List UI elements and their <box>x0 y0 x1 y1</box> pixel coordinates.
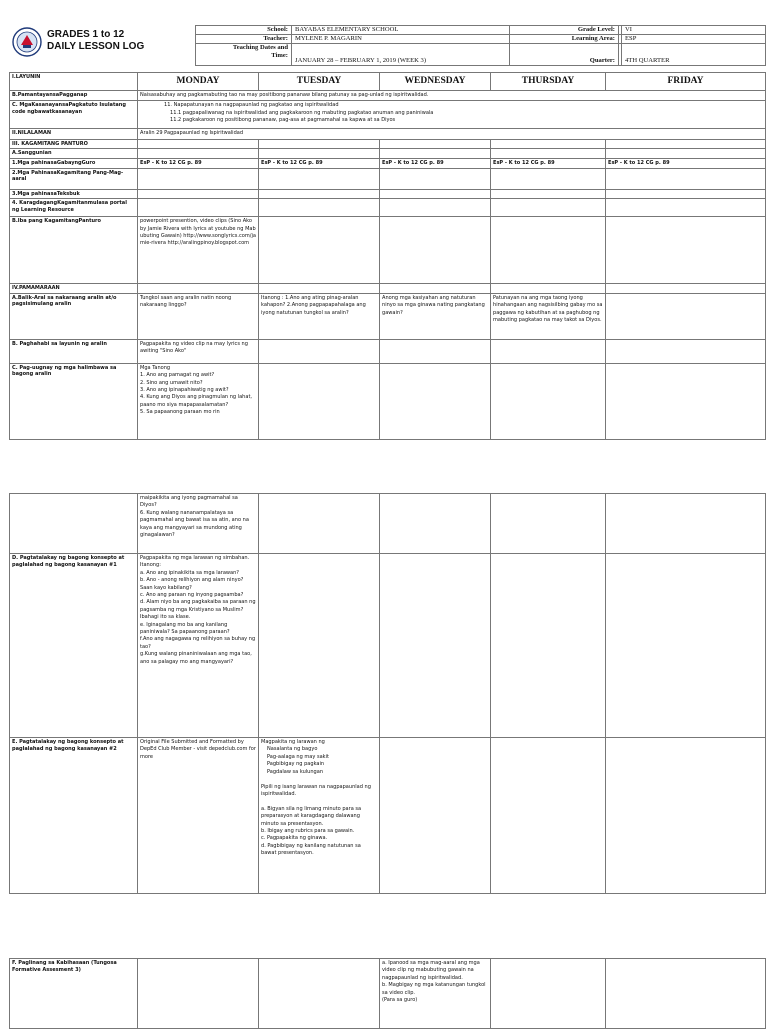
pagtatalakay-2-line: b. Ibigay ang rubrics para sa gawain. <box>261 828 355 835</box>
day-wednesday: WEDNESDAY <box>380 73 491 91</box>
balik-aral-monday: Tungkol saan ang aralin natin noong nakaraang linggo? <box>138 293 259 339</box>
pag-uugnay-label: C. Pag-uugnay ng mga halimbawa sa bagong aralin <box>10 363 138 439</box>
pag-uugnay-line: 1. Ano ang pamagat ng awit? <box>140 372 215 379</box>
title-grades: GRADES 1 to 12 <box>47 29 125 40</box>
pagtatalakay-2-label: E. Pagtatalakay ng bagong konsepto at paglalahad ng bagong kasanayan #2 <box>10 738 138 894</box>
quarter-value: 4TH QUARTER <box>622 44 766 66</box>
paglinang-label: F. Paglinang sa Kabihasaan (Tungosa Formative Assesment 3) <box>10 959 138 1029</box>
teacher-value: MYLENE P. MAGARIN <box>292 35 510 44</box>
paglinang-line: (Para sa guro) <box>382 997 418 1004</box>
pagtatalakay-1-line: Pagpapakita ng mga larawan ng simbahan. <box>140 555 250 561</box>
pagtatalakay-2-line: d. Pagbibigay ng kanilang natutunan sa bawat presentasyon. <box>261 842 361 857</box>
balik-aral-thursday: Patunayan na ang mga taong iyong hinahangaan ang nagsisilbing gabay mo sa paggawa ng kabutihan at sa paghubog ng mabuting pagkatao na may takot sa Diyos. <box>491 293 606 339</box>
pagtatalakay-2-line: Pagdalaw sa kulungan <box>267 768 324 775</box>
day-friday: FRIDAY <box>606 73 766 91</box>
pagtatalakay-2-line: Pipili ng isang larawan na nagpapaunlad ng ispiritwalidad. <box>261 784 371 798</box>
pag-uugnay-line: Mga Tanong <box>140 364 171 371</box>
header-info-table <box>195 25 766 66</box>
pag-uugnay-line: 2. Sino ang umawit nito? <box>140 379 203 386</box>
iba-pang-kagamitan-label: B.Iba pang KagamitangPanturo <box>10 217 138 284</box>
competency-11-2: 11.2 pagkakaroon ng positibong pananaw, pag-asa at pagmamahal sa kapwa at sa Diyos <box>170 117 396 124</box>
pagtatalakay-2-monday: Original File Submitted and Formatted by DepEd Club Member - visit depedclub.com for more <box>138 738 259 894</box>
pag-uugnay-line: 3. Ano ang ipinapahiwatig ng awit? <box>140 387 229 393</box>
gabay-monday: EsP - K to 12 CG p. 89 <box>138 159 259 169</box>
pag-uugnay-line: 4. Kung ang Diyos ang pinagmulan ng lahat, paano mo siya mapapasalamatan? <box>140 394 253 408</box>
day-thursday: THURSDAY <box>491 73 606 91</box>
gabay-friday: EsP - K to 12 CG p. 89 <box>606 159 766 169</box>
grade-value: VI <box>622 26 766 35</box>
iba-pang-kagamitan-monday: powerpoint presention, video clips (Sino Ako by Jamie Rivera with lyrics at youtube ng Mabubuting Gawain) http://www.songlyrics.com/jamie-rivera http://aralingpinoy.blogspot.com <box>138 217 259 284</box>
area-value: ESP <box>622 35 766 44</box>
pagtatalakay-1-line: e. Iginagalang mo ba ang kanilang paniniwala? Sa papaanong paraan? <box>140 621 230 636</box>
dates-label: Teaching Dates and <box>232 44 288 51</box>
pagtatalakay-2-line: Nasalanta ng bagyo <box>267 746 318 753</box>
pamamaraan-label: IV.PAMAMARAAN <box>10 284 138 294</box>
pamantayan-value: Naisasabuhay ang pagkamabuting tao na may positibong pananaw bilang patunay sa pag-unlad ng ispiritwalidad. <box>138 91 766 101</box>
deped-seal-icon <box>12 27 42 57</box>
learning-resource-label: 4. KaragdagangKagamitanmulasa portal ng Learning Resource <box>10 199 138 217</box>
time-label: Time: <box>271 51 288 59</box>
pagtatalakay-2-line: a. Bigyan sila ng limang minuto para sa preparasyon at karagdagang dalawang minuto sa presentasyon. <box>261 805 362 827</box>
pag-uugnay-continued: 6. Kung walang nananampalataya sa pagmamahal ang bawat isa sa atin, ano na kaya ang mangyayari sa mundong ating ginagalawan? <box>140 509 249 539</box>
pag-uugnay-line: 5. Sa papaanong paraan mo rin <box>140 409 220 416</box>
pagtatalakay-1-line: g.Kung walang pinaniniwalaan ang mga tao, ano sa palagay mo ang mangyayari? <box>140 651 252 665</box>
competency-11: 11. Napapatunayan na nagpapaunlad ng pagkatao ang ispiritwalidad <box>164 102 339 109</box>
gabay-wednesday: EsP - K to 12 CG p. 89 <box>380 159 491 169</box>
day-monday: MONDAY <box>138 73 259 91</box>
pagtatalakay-2-line: c. Pagpapakita ng ginawa. <box>261 835 328 842</box>
pagtatalakay-2-line: Pag-aalaga ng may sakit <box>267 753 329 760</box>
gabay-label: 1.Mga pahinasaGabayngGuro <box>10 159 138 169</box>
competency-11-1: 11.1 pagpapaliwanag na ispiritwalidad ang pagkakaroon ng mabuting pagkatao anuman ang paniniwala <box>170 109 434 116</box>
sanggunian-label: A.Sanggunian <box>10 149 138 159</box>
layunin-label: I.LAYUNIN <box>10 73 138 91</box>
teacher-label: Teacher: <box>196 35 292 44</box>
mag-aaral-label: 2.Mga PahinasaKagamitang Pang-Mag-aaral <box>10 168 138 189</box>
lesson-table-part1 <box>9 72 766 440</box>
lesson-log-header <box>9 25 765 71</box>
grade-label: Grade Level: <box>510 26 619 35</box>
pagtatalakay-1-label: D. Pagtatalakay ng bagong konsepto at paglalahad ng bagong kasanayan #1 <box>10 554 138 738</box>
pagtatalakay-1-line: Itanong: <box>140 562 161 569</box>
gabay-tuesday: EsP - K to 12 CG p. 89 <box>259 159 380 169</box>
kasanayan-label: C. MgaKasanayansaPagkatuto Isulatang code ngbawatkasanayan <box>10 101 138 129</box>
pamantayan-label: B.PamantayansaPagganap <box>10 91 138 101</box>
balik-aral-label: A.Balik-Aral sa nakaraang aralin at/o pagsisimulang aralin <box>10 293 138 339</box>
nilalaman-value: Aralin 29 Pagpapaunlad ng Ispiritwalidad <box>138 129 766 139</box>
paghahabi-monday: Pagpapakita ng video clip na may lyrics ng awiting "Sino Ako" <box>138 339 259 363</box>
gabay-thursday: EsP - K to 12 CG p. 89 <box>491 159 606 169</box>
balik-aral-tuesday: Itanong : 1.Ano ang ating pinag-aralan kahapon? 2.Anong pagpapapahalaga ang iyong natutunan tungkol sa aralin? <box>259 293 380 339</box>
lesson-table-part3 <box>9 958 766 1029</box>
dates-value: JANUARY 28 – FEBRUARY 1, 2019 (WEEK 3) <box>292 44 510 66</box>
nilalaman-label: II.NILALAMAN <box>10 129 138 139</box>
lesson-table-part2 <box>9 493 766 894</box>
quarter-label: Quarter: <box>510 44 619 66</box>
pagtatalakay-1-line: c. Ano ang paraan ng inyong pagsamba? <box>140 592 244 599</box>
balik-aral-wednesday: Anong mga kasiyahan ang natuturan ninyo sa mga ginawa nating pangkatang gawain? <box>380 293 491 339</box>
school-value: BAYABAS ELEMENTARY SCHOOL <box>292 26 510 35</box>
day-tuesday: TUESDAY <box>259 73 380 91</box>
pagtatalakay-1-line: f.Ano ang nagagawa ng relihiyon sa buhay ng tao? <box>140 636 256 650</box>
pagtatalakay-2-line: Pagbibigay ng pagkain <box>267 761 325 768</box>
pagtatalakay-1-line: a. Ano ang ipinakikita sa mga larawan? <box>140 569 239 576</box>
title-daily-lesson-log: DAILY LESSON LOG <box>47 41 145 52</box>
pagtatalakay-2-line: Magpakita ng larawan ng <box>261 739 325 745</box>
paglinang-line: b. Magbigay ng mga katanungan tungkol sa video clip. <box>382 982 486 996</box>
pagtatalakay-1-line: d. Alam niyo ba ang pagkakaiba sa paraan ng pagsamba ng mga Kristiyano sa Muslim? Ibahagi ito sa klase. <box>140 599 256 621</box>
pagtatalakay-1-line: b. Ano - anong relihiyon ang alam ninyo? Saan kayo kabilang? <box>140 577 244 591</box>
paglinang-line: a. Ipanood sa mga mag-aaral ang mga video clip ng mabubuting gawain na nagpapaunlad ng ispiritwalidad. <box>382 960 480 981</box>
pag-uugnay-continued: maipakikita ang iyong pagmamahal sa Diyos? <box>140 495 238 509</box>
school-label: School: <box>196 26 292 35</box>
area-label: Learning Area: <box>510 35 619 44</box>
kagamitan-label: III. KAGAMITANG PANTURO <box>10 139 138 149</box>
paghahabi-label: B. Paghahabi sa layunin ng aralin <box>10 339 138 363</box>
teksbuk-label: 3.Mga pahinasaTeksbuk <box>10 189 138 199</box>
